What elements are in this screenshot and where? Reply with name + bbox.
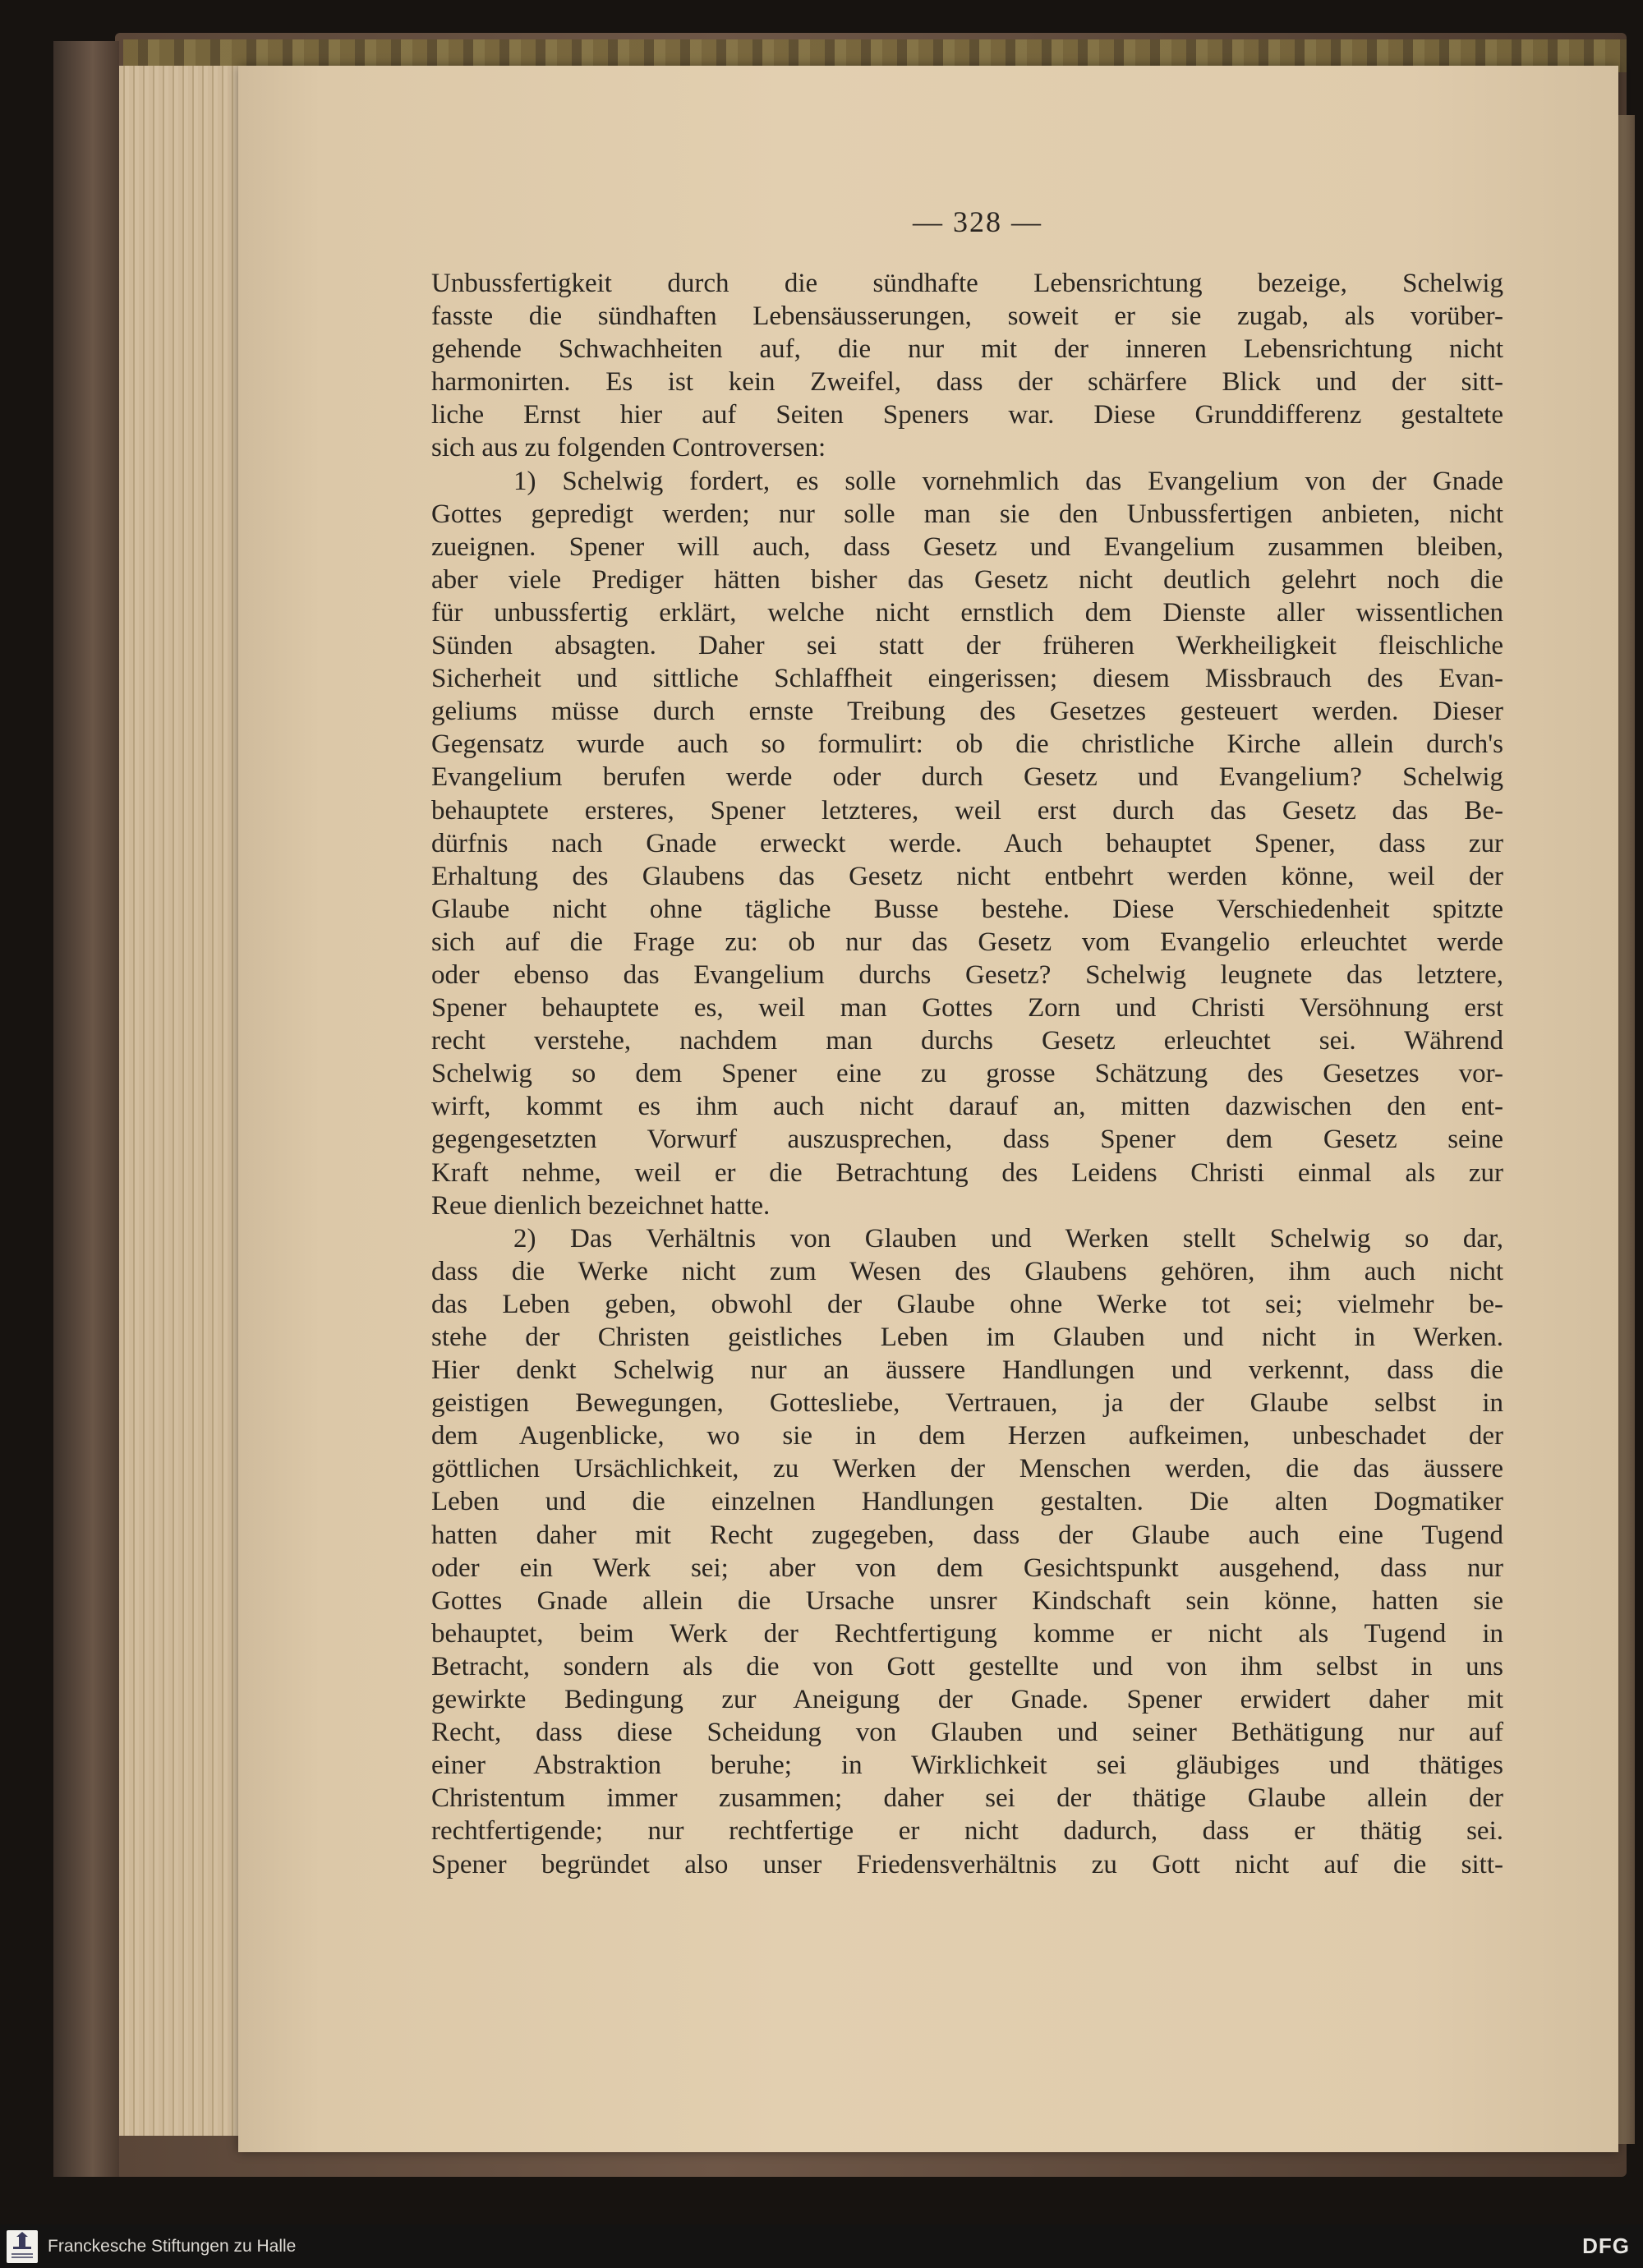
text-line: Kraft nehme, weil er die Betrachtung des Leidens Christi einmal als zur — [431, 1157, 1503, 1188]
text-line: einer Abstraktion beruhe; in Wirklichkeit sei gläubiges und thätiges — [431, 1750, 1503, 1781]
dfg-badge: DFG — [1582, 2233, 1630, 2258]
institution-name[interactable]: Franckesche Stiftungen zu Halle — [48, 2237, 297, 2256]
text-line: Spener behauptete es, weil man Gottes Zorn und Christi Versöhnung erst — [431, 993, 1503, 1024]
text-line: Reue dienlich bezeichnet hatte. — [431, 1190, 771, 1221]
text-line: Betracht, sondern als die von Gott gestellte und von ihm selbst in uns — [431, 1651, 1503, 1681]
text-line: oder ebenso das Evangelium durchs Gesetz? Schelwig leugnete das letztere, — [431, 959, 1503, 990]
text-line: Leben und die einzelnen Handlungen gestalten. Die alten Dogmatiker — [431, 1487, 1503, 1517]
book-spine — [53, 41, 119, 2177]
page-stack-edge — [119, 66, 255, 2136]
text-line: aber viele Prediger hätten bisher das Gesetz nicht deutlich gelehrt noch die — [431, 564, 1503, 595]
text-line: Spener begründet also unser Friedensverhältnis zu Gott nicht auf die sitt- — [431, 1849, 1503, 1879]
text-line: zueignen. Spener will auch, dass Gesetz und Evangelium zusammen bleiben, — [431, 531, 1503, 562]
text-line: geliums müsse durch ernste Treibung des Gesetzes gesteuert werden. Dieser — [431, 697, 1503, 727]
text-line: für unbussfertig erklärt, welche nicht ernstlich dem Dienste aller wissentlichen — [431, 597, 1503, 628]
text-line: hatten daher mit Recht zugegeben, dass der Glaube auch eine Tugend — [431, 1520, 1503, 1550]
text-line: Sünden absagten. Daher sei statt der früheren Werkheiligkeit fleischliche — [431, 631, 1503, 661]
text-line: rechtfertigende; nur rechtfertige er nicht dadurch, dass er thätig sei. — [431, 1816, 1503, 1847]
text-line: göttlichen Ursächlichkeit, zu Werken der Menschen werden, die das äussere — [431, 1454, 1503, 1484]
text-line: oder ein Werk sei; aber von dem Gesichtspunkt ausgehend, dass nur — [431, 1553, 1503, 1583]
text-line: das Leben geben, obwohl der Glaube ohne Werke tot sei; vielmehr be- — [431, 1289, 1503, 1319]
text-line: dem Augenblicke, wo sie in dem Herzen aufkeimen, unbeschadet der — [431, 1421, 1503, 1451]
text-line: 2) Das Verhältnis von Glauben und Werken stellt Schelwig so dar, — [513, 1223, 1503, 1254]
text-line: gewirkte Bedingung zur Aneigung der Gnade. Spener erwidert daher mit — [431, 1685, 1503, 1715]
text-line: dürfnis nach Gnade erweckt werde. Auch behauptet Spener, dass zur — [431, 828, 1503, 858]
text-line: Sicherheit und sittliche Schlaffheit eingerissen; diesem Missbrauch des Evan- — [431, 664, 1503, 694]
text-line: Christentum immer zusammen; daher sei der thätige Glaube allein der — [431, 1783, 1503, 1814]
text-line: gehende Schwachheiten auf, die nur mit der inneren Lebensrichtung nicht — [431, 334, 1503, 365]
text-line: 1) Schelwig fordert, es solle vornehmlich das Evangelium von der Gnade — [513, 466, 1503, 496]
text-line: harmonirten. Es ist kein Zweifel, dass der schärfere Blick und der sitt- — [431, 367, 1503, 398]
text-line: recht verstehe, nachdem man durchs Gesetz erleuchtet sei. Während — [431, 1026, 1503, 1056]
text-line: Evangelium berufen werde oder durch Gesetz und Evangelium? Schelwig — [431, 762, 1503, 793]
page-number: — 328 — — [913, 205, 1042, 238]
text-line: gegengesetzten Vorwurf auszusprechen, dass Spener dem Gesetz seine — [431, 1125, 1503, 1155]
text-line: sich auf die Frage zu: ob nur das Gesetz vom Evangelio erleuchtet werde — [431, 927, 1503, 957]
text-line: liche Ernst hier auf Seiten Speners war. Diese Grunddifferenz gestaltete — [431, 400, 1503, 430]
text-line: Gottes gepredigt werden; nur solle man sie den Unbussfertigen anbieten, nicht — [431, 499, 1503, 529]
text-line: Erhaltung des Glaubens das Gesetz nicht entbehrt werden könne, weil der — [431, 861, 1503, 891]
text-line: Gegensatz wurde auch so formulirt: ob die christliche Kirche allein durch's — [431, 729, 1503, 760]
text-line: sich aus zu folgenden Controversen: — [431, 433, 826, 463]
text-line: Glaube nicht ohne tägliche Busse bestehe. Diese Verschiedenheit spitzte — [431, 894, 1503, 924]
foundation-logo-icon[interactable] — [7, 2230, 38, 2263]
text-line: wirft, kommt es ihm auch nicht darauf an, mitten dazwischen den ent- — [431, 1092, 1503, 1122]
text-line: Gottes Gnade allein die Ursache unsrer Kindschaft sein könne, hatten sie — [431, 1585, 1503, 1616]
text-line: fasste die sündhaften Lebensäusserungen, soweit er sie zugab, als vorüber- — [431, 301, 1503, 332]
body-text — [431, 267, 1503, 1881]
text-line: Schelwig so dem Spener eine zu grosse Schätzung des Gesetzes vor- — [431, 1059, 1503, 1089]
viewer-footer — [0, 2224, 1643, 2268]
text-line: stehe der Christen geistliches Leben im Glauben und nicht in Werken. — [431, 1323, 1503, 1352]
text-line: behauptete ersteres, Spener letzteres, weil erst durch das Gesetz das Be- — [431, 795, 1503, 826]
text-line: behauptet, beim Werk der Rechtfertigung komme er nicht als Tugend in — [431, 1618, 1503, 1649]
text-line: geistigen Bewegungen, Gottesliebe, Vertrauen, ja der Glaube selbst in — [431, 1388, 1503, 1419]
text-line: Hier denkt Schelwig nur an äussere Handlungen und verkennt, dass die — [431, 1355, 1503, 1386]
text-line: dass die Werke nicht zum Wesen des Glaubens gehören, ihm auch nicht — [431, 1256, 1503, 1286]
text-line: Recht, dass diese Scheidung von Glauben und seiner Bethätigung nur auf — [431, 1718, 1503, 1748]
text-line: Unbussfertigkeit durch die sündhafte Lebensrichtung bezeige, Schelwig — [431, 269, 1503, 298]
